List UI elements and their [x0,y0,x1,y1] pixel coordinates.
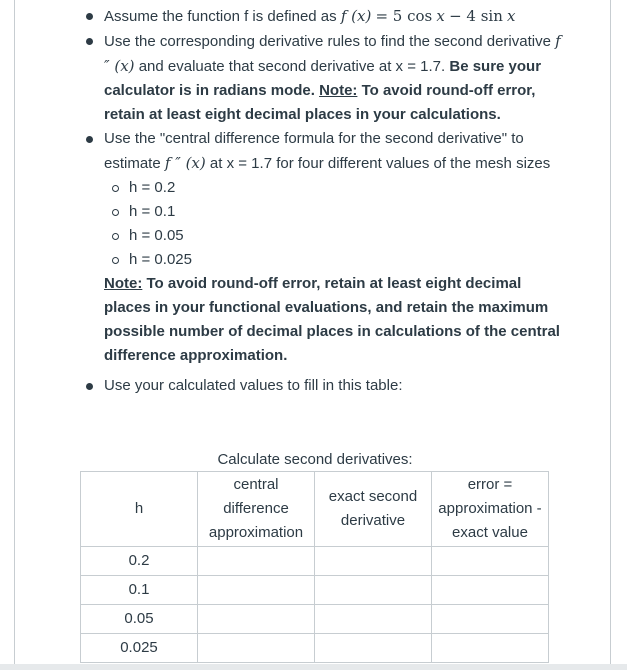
cell-exact[interactable] [315,576,432,605]
math-fx: f (x) [340,7,372,25]
central-pre: to estimate [104,130,524,172]
bullet-dot [86,383,93,390]
cell-error[interactable] [432,547,549,576]
cell-approximation[interactable] [198,547,315,576]
table-header-row [81,472,549,547]
derivative-line1: Use the corresponding derivative rules to find the second [104,33,483,50]
cell-exact[interactable] [315,634,432,663]
instruction-list [86,4,566,398]
cell-exact[interactable] [315,547,432,576]
cell-approximation[interactable] [198,576,315,605]
math-x1: x [436,7,445,25]
derivatives-table [80,471,549,663]
bullet-dot [86,136,93,143]
circle-bullet [112,257,119,264]
mesh-item: h = 0.1 [112,200,566,224]
central-line1: Use the "central difference formula for the second derivative" [104,130,508,147]
cell-error[interactable] [432,576,549,605]
cell-h: 0.025 [81,634,198,663]
math-fpp-2: f ″ (x) [164,154,206,172]
cell-exact[interactable] [315,605,432,634]
header-error: error = approximation - exact value [432,472,549,547]
bullet-central-difference [86,127,566,374]
radians-warning: Be sure your calculator is in radians mode. [104,58,542,99]
central-note-text: To avoid round-off error, retain at least eight decimal places in your functional evaluations, and retain the maximum possible number of decimal places in calculations of the central difference approximation. [104,275,560,364]
cell-approximation[interactable] [198,605,315,634]
table-row [81,634,549,663]
note-label: Note: [319,82,358,99]
cell-error[interactable] [432,634,549,663]
derivative-pre: derivative [486,33,551,50]
circle-bullet [112,233,119,240]
roundoff-note: To avoid round-off error, retain at least eight decimal places in your calculations. [104,82,536,123]
central-line3: mesh sizes [475,155,551,172]
cell-error[interactable] [432,605,549,634]
circle-bullet [112,209,119,216]
central-post: at x = 1.7 for four different values of the [209,155,472,172]
central-note [104,272,566,368]
table-caption: Calculate second derivatives: [217,451,413,468]
header-central-difference: central difference approximation [198,472,315,547]
mesh-item: h = 0.2 [112,176,566,200]
math-fpp: f ″ (x) [104,32,561,75]
table-row [81,576,549,605]
mesh-size-list [104,176,566,272]
math-x2: x [507,7,516,25]
cell-h: 0.05 [81,605,198,634]
bullet-dot [86,38,93,45]
bottom-scroll-bar [0,664,627,670]
cell-approximation[interactable] [198,634,315,663]
bullet-fill-table [86,374,566,398]
derivative-value: 1.7. [420,58,446,75]
mesh-item: h = 0.025 [112,248,566,272]
header-h: h [81,472,198,547]
bullet-derivative-rules [86,29,566,127]
table-row [81,547,549,576]
mesh-item: h = 0.05 [112,224,566,248]
math-minus: − 4 sin [449,7,503,25]
header-exact-derivative: exact second derivative [315,472,432,547]
fill-table-text: Use your calculated values to fill in this table: [104,377,403,394]
function-lead-text: Assume the function f is defined as [104,8,337,25]
bullet-function-definition [86,4,566,29]
left-border [14,0,15,670]
note-label-2: Note: [104,275,143,292]
math-eq: = 5 cos [375,7,433,25]
circle-bullet [112,185,119,192]
instructions [86,4,566,398]
table-row [81,605,549,634]
derivative-post: and evaluate that second derivative at x = [138,58,416,75]
right-border [610,0,611,670]
cell-h: 0.1 [81,576,198,605]
bullet-dot [86,13,93,20]
cell-h: 0.2 [81,547,198,576]
